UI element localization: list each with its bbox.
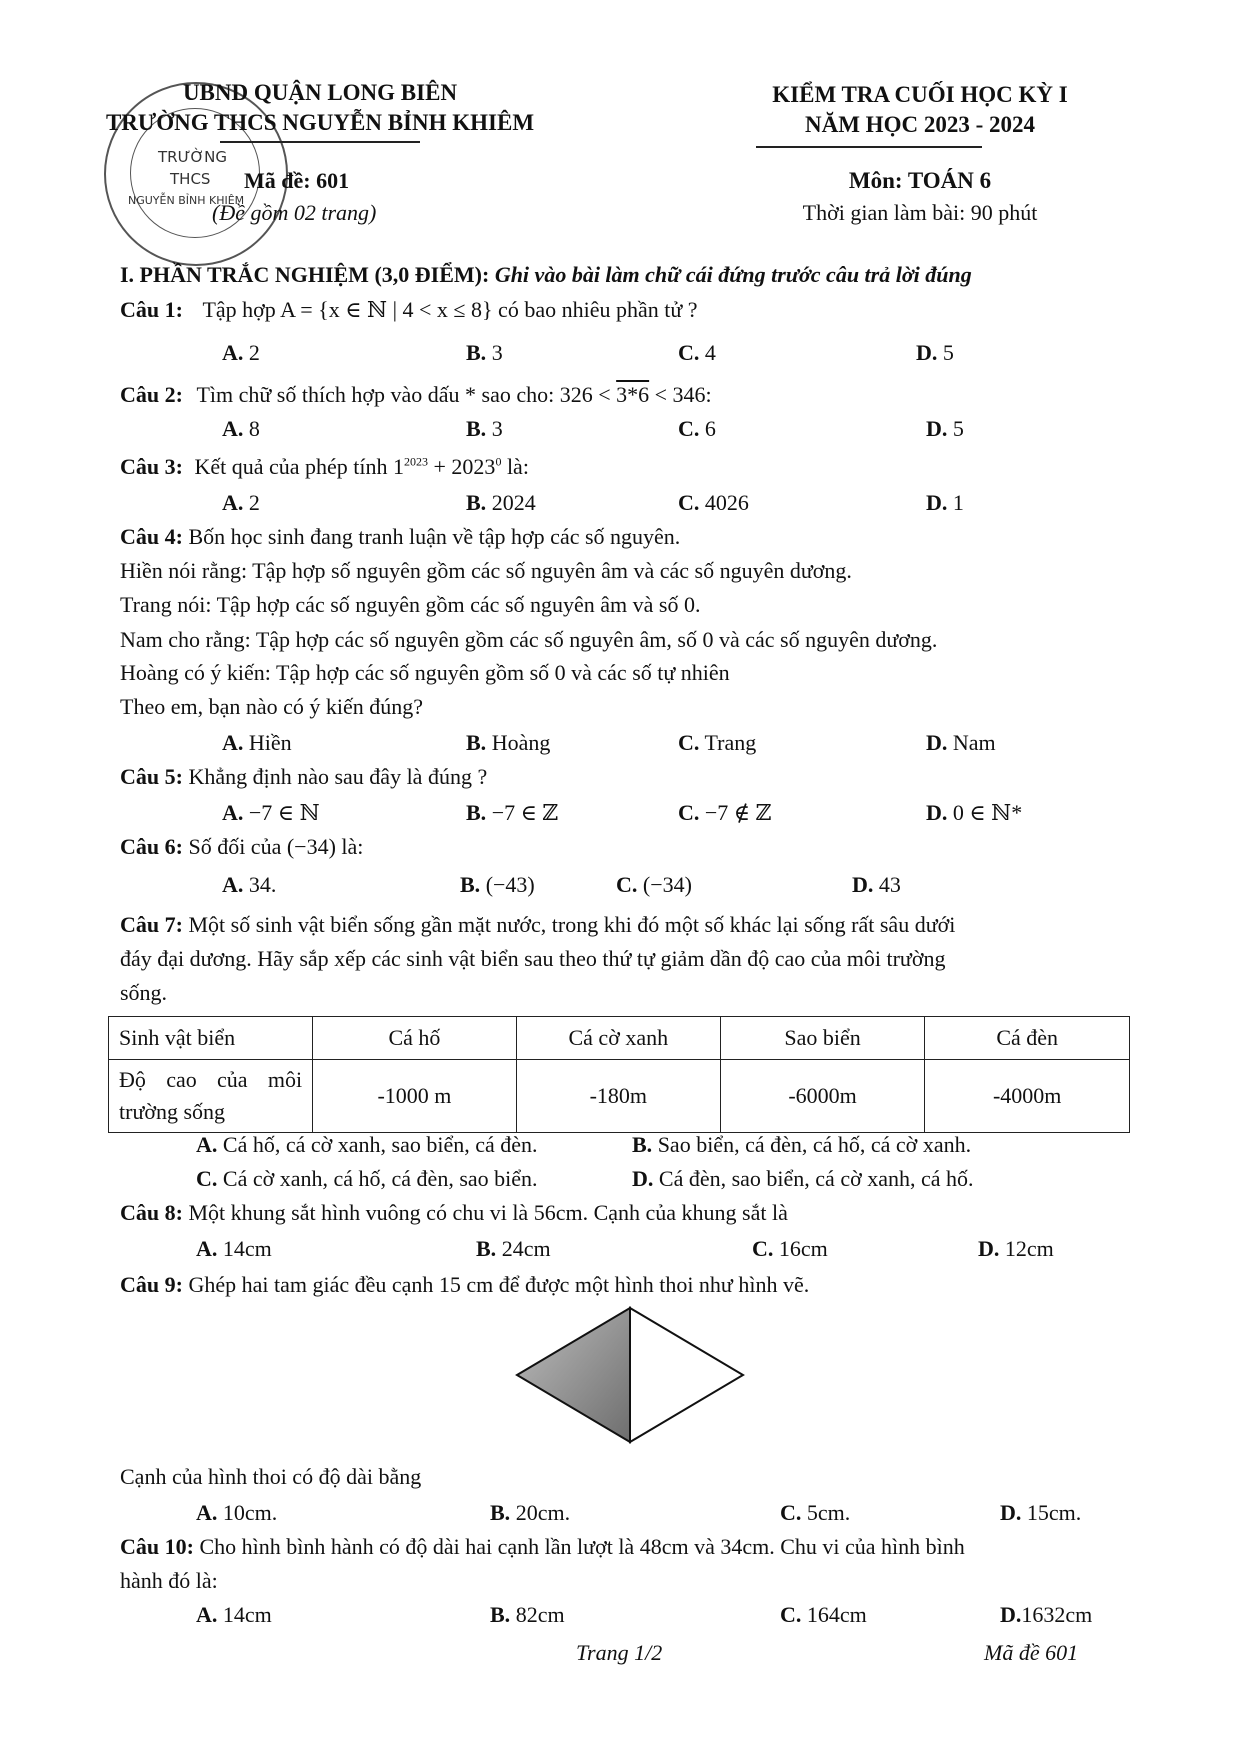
- q1-option-a-text: 2: [248, 340, 260, 365]
- q8-option-a[interactable]: [196, 1236, 272, 1262]
- q8-option-d-text: 12cm: [1004, 1236, 1054, 1261]
- school-title: TRƯỜNG THCS NGUYỄN BỈNH KHIÊM: [105, 110, 535, 135]
- q5-option-b-letter: B.: [466, 800, 487, 825]
- q4-line-3: Nam cho rằng: Tập hợp các số nguyên gồm các số nguyên âm, số 0 và các số nguyên dương.: [120, 627, 938, 652]
- question-9: [120, 1272, 809, 1298]
- q5-option-b-text: −7 ∈ ℤ: [491, 800, 559, 825]
- q8-option-d-letter: D.: [978, 1236, 1000, 1261]
- q10-option-c[interactable]: [780, 1602, 867, 1628]
- q8-label: Câu 8:: [120, 1200, 183, 1225]
- q7-option-c-text: Cá cờ xanh, cá hố, cá đèn, sao biển.: [222, 1166, 538, 1191]
- table-row-label: [109, 1060, 313, 1133]
- shaded-triangle: [517, 1308, 630, 1442]
- footer-exam-code: Mã đề 601: [984, 1640, 1079, 1665]
- q3-option-c[interactable]: [678, 490, 749, 516]
- q5-option-d[interactable]: [926, 800, 1022, 826]
- q5-option-a-text: −7 ∈ ℕ: [248, 800, 320, 825]
- q10-option-d-text: 1632cm: [1021, 1602, 1093, 1627]
- subject: Môn: TOÁN 6: [848, 168, 992, 193]
- section-heading: [120, 262, 972, 288]
- q5-option-c[interactable]: [678, 800, 772, 826]
- q8-option-d[interactable]: [978, 1236, 1054, 1262]
- q4-line-1: Hiền nói rằng: Tập hợp số nguyên gồm các số nguyên âm và các số nguyên dương.: [120, 558, 852, 583]
- q7-option-d[interactable]: [632, 1166, 974, 1192]
- table-header-cell: Cá hố: [313, 1017, 517, 1060]
- q9-text: Ghép hai tam giác đều cạnh 15 cm để được một hình thoi như hình vẽ.: [188, 1272, 810, 1297]
- q7-option-a-letter: A.: [196, 1132, 218, 1157]
- table-header-cell: Cá cờ xanh: [516, 1017, 720, 1060]
- q1-option-d-letter: D.: [916, 340, 938, 365]
- q1-option-d-text: 5: [942, 340, 954, 365]
- q10-option-b-letter: B.: [490, 1602, 511, 1627]
- q8-option-b-text: 24cm: [501, 1236, 551, 1261]
- table-header-row: [109, 1017, 1130, 1060]
- stamp-text-3: NGUYỄN BỈNH KHIÊM: [128, 194, 245, 207]
- q8-option-a-letter: A.: [196, 1236, 218, 1261]
- table-cell: -4000m: [925, 1060, 1130, 1133]
- q9-after-text: Cạnh của hình thoi có độ dài bằng: [120, 1464, 422, 1489]
- q10-option-d-letter: D.: [1000, 1602, 1022, 1627]
- q5-option-a-letter: A.: [222, 800, 244, 825]
- question-1: [120, 297, 698, 323]
- q7-line-3: sống.: [120, 980, 168, 1005]
- q6-option-a-text: 34.: [248, 872, 277, 897]
- q2-option-b[interactable]: [466, 416, 503, 442]
- q10-option-a-letter: A.: [196, 1602, 218, 1627]
- q2-label: Câu 2:: [120, 382, 183, 407]
- q1-option-a-letter: A.: [222, 340, 244, 365]
- q7-option-d-text: Cá đèn, sao biển, cá cờ xanh, cá hố.: [658, 1166, 974, 1191]
- q4-line-4: Hoàng có ý kiến: Tập hợp các số nguyên gồm số 0 và các số tự nhiên: [120, 660, 730, 685]
- q6-option-d[interactable]: [852, 872, 901, 898]
- q1-option-a[interactable]: [222, 340, 260, 366]
- q3-text-mid: + 2023: [428, 454, 496, 479]
- table-header-cell: Sinh vật biển: [109, 1017, 313, 1060]
- q4-option-c-text: Trang: [704, 730, 757, 755]
- q2-option-c[interactable]: [678, 416, 716, 442]
- q2-overline-number: 3*6: [616, 382, 650, 407]
- stamp-text-1: TRƯỜNG: [158, 148, 227, 166]
- q6-option-c-text: (−34): [642, 872, 692, 897]
- q3-option-d[interactable]: [926, 490, 964, 516]
- q6-option-b-letter: B.: [460, 872, 481, 897]
- q8-option-c-letter: C.: [752, 1236, 774, 1261]
- q10-option-a-text: 14cm: [222, 1602, 272, 1627]
- question-2: [120, 382, 712, 408]
- left-header-rule: [220, 141, 420, 143]
- question-10: [120, 1534, 965, 1560]
- q7-option-c[interactable]: [196, 1166, 538, 1192]
- q4-option-a-letter: A.: [222, 730, 244, 755]
- white-triangle: [630, 1308, 743, 1442]
- q7-line-1: Một số sinh vật biển sống gần mặt nước, trong khi đó một số khác lại sống rất sâu dưới: [188, 912, 956, 937]
- q1-option-b[interactable]: [466, 340, 503, 366]
- q10-label: Câu 10:: [120, 1534, 194, 1559]
- q3-option-c-text: 4026: [704, 490, 749, 515]
- q5-text: Khẳng định nào sau đây là đúng ?: [188, 764, 488, 789]
- question-8: [120, 1200, 788, 1226]
- q4-option-b[interactable]: [466, 730, 550, 756]
- right-header-rule: [756, 146, 982, 148]
- stamp-text-2: THCS: [170, 170, 211, 188]
- q3-option-d-letter: D.: [926, 490, 948, 515]
- question-5: [120, 764, 487, 790]
- q6-option-b-text: (−43): [485, 872, 535, 897]
- q3-exponent-1: 2023: [404, 454, 429, 469]
- q2-option-d[interactable]: [926, 416, 964, 442]
- question-6: [120, 834, 363, 860]
- q9-option-d[interactable]: [1000, 1500, 1081, 1526]
- q4-option-b-letter: B.: [466, 730, 487, 755]
- q5-option-a[interactable]: [222, 800, 320, 826]
- q4-option-a[interactable]: [222, 730, 292, 756]
- q9-option-d-text: 15cm.: [1026, 1500, 1082, 1525]
- page-number: Trang 1/2: [576, 1640, 663, 1665]
- q4-line-2: Trang nói: Tập hợp các số nguyên gồm các số nguyên âm và số 0.: [120, 592, 701, 617]
- q8-option-c[interactable]: [752, 1236, 828, 1262]
- q4-line-5: Theo em, bạn nào có ý kiến đúng?: [120, 694, 424, 719]
- q4-option-d-letter: D.: [926, 730, 948, 755]
- q6-option-d-text: 43: [878, 872, 901, 897]
- q2-text-after: < 346:: [654, 382, 712, 407]
- q7-option-a-text: Cá hố, cá cờ xanh, sao biển, cá đèn.: [222, 1132, 538, 1157]
- q4-option-b-text: Hoàng: [491, 730, 551, 755]
- q4-option-c-letter: C.: [678, 730, 700, 755]
- q10-option-d[interactable]: [1000, 1602, 1092, 1628]
- table-header-cell: Sao biển: [720, 1017, 925, 1060]
- exam-time: Thời gian làm bài: 90 phút: [802, 200, 1038, 225]
- q9-option-c-text: 5cm.: [806, 1500, 851, 1525]
- q3-option-b-letter: B.: [466, 490, 487, 515]
- q9-option-b-letter: B.: [490, 1500, 511, 1525]
- q10-option-c-text: 164cm: [806, 1602, 867, 1627]
- q9-option-d-letter: D.: [1000, 1500, 1022, 1525]
- q4-option-d-text: Nam: [952, 730, 996, 755]
- q3-text-after: là:: [501, 454, 529, 479]
- q6-option-b[interactable]: [460, 872, 535, 898]
- section-instruction: Ghi vào bài làm chữ cái đứng trước câu trả lời đúng: [494, 262, 972, 287]
- q9-option-b[interactable]: [490, 1500, 570, 1526]
- q10-option-b-text: 82cm: [515, 1602, 565, 1627]
- q2-option-a-text: 8: [248, 416, 260, 441]
- q5-option-b[interactable]: [466, 800, 558, 826]
- q9-option-c-letter: C.: [780, 1500, 802, 1525]
- table-cell: -180m: [516, 1060, 720, 1133]
- q1-option-c-text: 4: [704, 340, 716, 365]
- exam-code: Mã đề: 601: [244, 168, 350, 193]
- q5-option-c-text: −7 ∉ ℤ: [704, 800, 772, 825]
- pages-note: (Đề gồm 02 trang): [212, 200, 377, 225]
- q7-option-b[interactable]: [632, 1132, 971, 1158]
- q3-label: Câu 3:: [120, 454, 183, 479]
- q9-option-b-text: 20cm.: [515, 1500, 571, 1525]
- table-header-cell: Cá đèn: [925, 1017, 1130, 1060]
- q3-option-a-text: 2: [248, 490, 260, 515]
- q10-line-1: Cho hình bình hành có độ dài hai cạnh lần lượt là 48cm và 34cm. Chu vi của hình bình: [199, 1534, 965, 1559]
- q8-text: Một khung sắt hình vuông có chu vi là 56cm. Cạnh của khung sắt là: [188, 1200, 788, 1225]
- q2-text-before: Tìm chữ số thích hợp vào dấu * sao cho: 326 <: [196, 382, 611, 407]
- q2-option-d-letter: D.: [926, 416, 948, 441]
- q3-option-d-text: 1: [952, 490, 964, 515]
- q7-option-b-letter: B.: [632, 1132, 653, 1157]
- q8-option-c-text: 16cm: [778, 1236, 828, 1261]
- q2-option-d-text: 5: [952, 416, 964, 441]
- rhombus-figure: [500, 1300, 760, 1450]
- table-row-label-1: Độ cao của môi: [119, 1067, 303, 1092]
- q4-option-a-text: Hiền: [248, 730, 292, 755]
- q10-option-a[interactable]: [196, 1602, 272, 1628]
- table-row: [109, 1060, 1130, 1133]
- table-row-label-2: trường sống: [119, 1099, 226, 1124]
- q8-option-b-letter: B.: [476, 1236, 497, 1261]
- q3-option-b[interactable]: [466, 490, 536, 516]
- q1-option-c[interactable]: [678, 340, 716, 366]
- q1-option-c-letter: C.: [678, 340, 700, 365]
- q9-option-a[interactable]: [196, 1500, 277, 1526]
- q5-option-d-letter: D.: [926, 800, 948, 825]
- q7-option-a[interactable]: [196, 1132, 538, 1158]
- table-cell: -1000 m: [313, 1060, 517, 1133]
- q1-label: Câu 1:: [120, 297, 183, 322]
- q4-option-c[interactable]: [678, 730, 756, 756]
- q9-label: Câu 9:: [120, 1272, 183, 1297]
- q1-option-d[interactable]: [916, 340, 954, 366]
- q10-line-2: hành đó là:: [120, 1568, 218, 1593]
- q3-option-c-letter: C.: [678, 490, 700, 515]
- q10-option-c-letter: C.: [780, 1602, 802, 1627]
- question-4: [120, 524, 680, 550]
- district-title: UBND QUẬN LONG BIÊN: [182, 80, 458, 105]
- q7-line-2: đáy đại dương. Hãy sắp xếp các sinh vật biển sau theo thứ tự giảm dần độ cao của môi trường: [120, 946, 946, 971]
- q6-option-d-letter: D.: [852, 872, 874, 897]
- q9-option-c[interactable]: [780, 1500, 850, 1526]
- table-cell: -6000m: [720, 1060, 925, 1133]
- q8-option-a-text: 14cm: [222, 1236, 272, 1261]
- q2-option-c-letter: C.: [678, 416, 700, 441]
- sea-creatures-table: [108, 1016, 1130, 1133]
- q6-option-a[interactable]: [222, 872, 276, 898]
- q9-option-a-letter: A.: [196, 1500, 218, 1525]
- q7-option-c-letter: C.: [196, 1166, 218, 1191]
- exam-title: KIỂM TRA CUỐI HỌC KỲ I: [772, 82, 1068, 107]
- q1-option-b-letter: B.: [466, 340, 487, 365]
- q6-option-c[interactable]: [616, 872, 692, 898]
- q1-text: Tập hợp A = {x ∈ ℕ | 4 < x ≤ 8} có bao nhiêu phần tử ?: [202, 297, 698, 322]
- q2-option-c-text: 6: [704, 416, 716, 441]
- q5-option-d-text: 0 ∈ ℕ*: [952, 800, 1023, 825]
- question-7: [120, 912, 955, 938]
- q7-option-b-text: Sao biển, cá đèn, cá hố, cá cờ xanh.: [657, 1132, 972, 1157]
- q2-option-a[interactable]: [222, 416, 260, 442]
- section-title: I. PHẦN TRẮC NGHIỆM (3,0 ĐIỂM):: [120, 262, 490, 287]
- q4-label: Câu 4:: [120, 524, 183, 549]
- q5-option-c-letter: C.: [678, 800, 700, 825]
- q4-option-d[interactable]: [926, 730, 996, 756]
- q6-option-c-letter: C.: [616, 872, 638, 897]
- q3-text-before: Kết quả của phép tính 1: [194, 454, 405, 479]
- q9-option-a-text: 10cm.: [222, 1500, 278, 1525]
- q6-label: Câu 6:: [120, 834, 183, 859]
- q6-text: Số đối của (−34) là:: [188, 834, 364, 859]
- q7-option-d-letter: D.: [632, 1166, 654, 1191]
- q2-option-a-letter: A.: [222, 416, 244, 441]
- q8-option-b[interactable]: [476, 1236, 551, 1262]
- q1-option-b-text: 3: [491, 340, 503, 365]
- q6-option-a-letter: A.: [222, 872, 244, 897]
- q3-option-b-text: 2024: [491, 490, 536, 515]
- q3-option-a-letter: A.: [222, 490, 244, 515]
- q7-label: Câu 7:: [120, 912, 183, 937]
- question-3: [120, 454, 529, 480]
- q5-label: Câu 5:: [120, 764, 183, 789]
- school-year: NĂM HỌC 2023 - 2024: [805, 112, 1035, 137]
- q3-exponent-2: 0: [495, 454, 502, 469]
- q2-option-b-letter: B.: [466, 416, 487, 441]
- q4-text: Bốn học sinh đang tranh luận về tập hợp các số nguyên.: [188, 524, 681, 549]
- q2-option-b-text: 3: [491, 416, 503, 441]
- q3-option-a[interactable]: [222, 490, 260, 516]
- q10-option-b[interactable]: [490, 1602, 565, 1628]
